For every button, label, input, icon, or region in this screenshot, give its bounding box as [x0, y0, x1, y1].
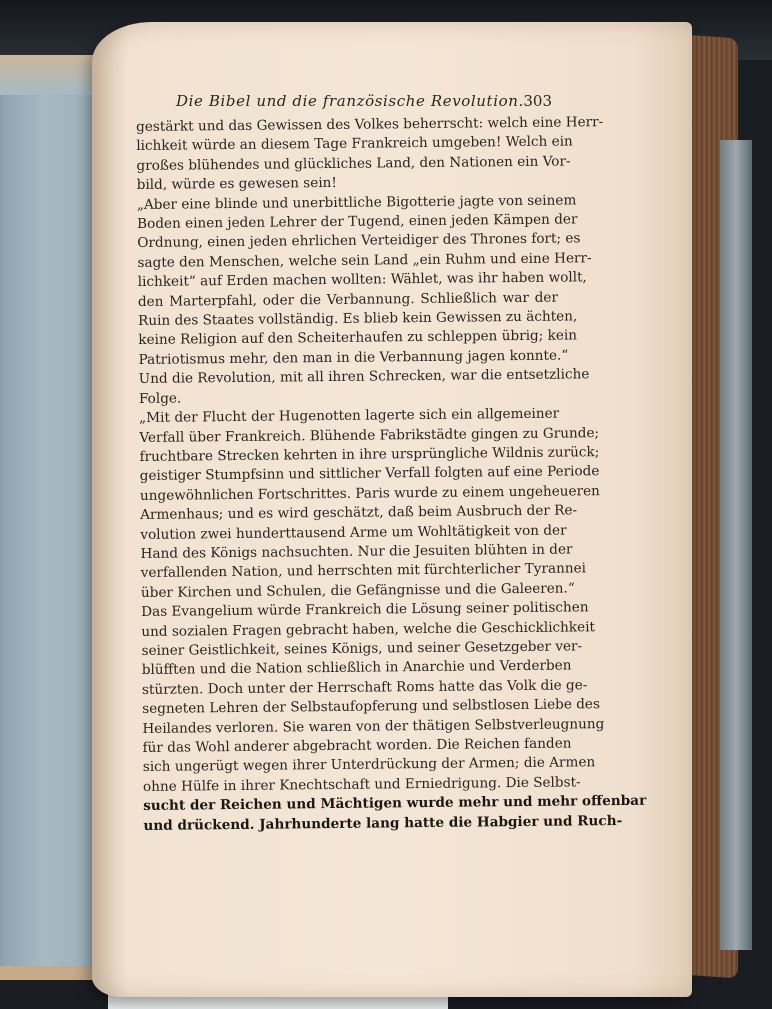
- text-line: über Kirchen und Schulen, die Gefängnisse und die Galeeren.“: [140, 580, 575, 601]
- text-line: Verfall über Frankreich. Blühende Fabrikstädte gingen zu Grunde;: [139, 424, 600, 446]
- text-line: stürzten. Doch unter der Herrschaft Roms hatte das Volk die ge-: [141, 677, 588, 698]
- text-line: sucht der Reichen und Mächtigen wurde mehr und mehr offenbar: [143, 792, 647, 815]
- text-line: Ruin des Staates vollständig. Es blieb kein Gewissen zu ächten,: [138, 308, 578, 330]
- text-line: großes blühendes und glückliches Land, den Nationen ein Vor-: [136, 153, 571, 174]
- text-line: Heilandes verloren. Sie waren von der thätigen Selbstverleugnung: [142, 715, 605, 737]
- running-title: Die Bibel und die französische Revolution.: [176, 92, 524, 110]
- text-line: volution zwei hunderttausend Arme um Wohltätigkeit von der: [140, 522, 567, 543]
- text-line: Hand des Königs nachsuchten. Nur die Jesuiten blühten in der: [140, 541, 573, 562]
- text-line: ohne Hülfe in ihrer Knechtschaft und Erniedrigung. Die Selbst-: [142, 774, 581, 795]
- text-line: seiner Geistlichkeit, seines Königs, und seiner Gesetzgeber ver-: [141, 638, 583, 659]
- text-line: und sozialen Fragen gebracht haben, welche die Geschicklichkeit: [141, 618, 596, 640]
- text-line: Und die Revolution, mit all ihren Schrecken, war die entsetzliche: [138, 366, 590, 388]
- page-number: 303: [523, 92, 552, 110]
- text-line: sich ungerügt wegen ihrer Unterdrückung der Armen; die Armen: [142, 754, 596, 776]
- text-line: Das Evangelium würde Frankreich die Lösung seiner politischen: [141, 599, 589, 621]
- text-line: Boden einen jeden Lehrer der Tugend, einen jeden Kämpen der: [137, 211, 578, 233]
- text-line: sagte den Menschen, welche sein Land „ein Ruhm und eine Herr-: [137, 250, 592, 271]
- text-line: fruchtbare Strecken kehrten in ihre ursprüngliche Wildnis zurück;: [139, 444, 600, 465]
- text-line: Patriotismus mehr, den man in die Verbannung jagen konnte.“: [138, 347, 569, 368]
- text-line: den Marterpfahl, oder die Verbannung. Schließlich war der: [137, 289, 558, 310]
- text-line: lichkeit würde an diesem Tage Frankreich umgeben! Welch ein: [136, 133, 573, 155]
- text-line: und drückend. Jahrhunderte lang hatte die Habgier und Ruch-: [143, 812, 623, 834]
- text-line: bild, würde es gewesen sein!: [136, 175, 337, 194]
- book-cover-back: [720, 140, 752, 950]
- text-line: „Aber eine blinde und unerbittliche Bigotterie jagte von seinem: [136, 192, 577, 213]
- text-line: ungewöhnlichen Fortschrittes. Paris wurde zu einem ungeheueren: [139, 482, 600, 504]
- text-line: keine Religion auf den Scheiterhaufen zu schleppen übrig; kein: [138, 327, 578, 349]
- text-line: blüfften und die Nation schließlich in Anarchie und Verderben: [141, 657, 572, 679]
- text-line: Armenhaus; und es wird geschätzt, daß beim Ausbruch der Re-: [140, 502, 578, 524]
- text-line: verfallenden Nation, und herrschten mit fürchterlicher Tyrannei: [140, 560, 587, 582]
- page-header: [176, 90, 552, 114]
- text-line: für das Wohl anderer abgebracht worden. Die Reichen fanden: [142, 735, 572, 756]
- page-body-text: [136, 114, 647, 836]
- text-line: Folge.: [138, 390, 182, 407]
- text-line: lichkeit“ auf Erden machen wollten: Wählet, was ihr haben wollt,: [137, 269, 587, 291]
- text-line: „Mit der Flucht der Hugenotten lagerte sich ein allgemeiner: [139, 405, 560, 427]
- text-line: Ordnung, einen jeden ehrlichen Verteidiger des Thrones fort; es: [137, 230, 581, 252]
- text-line: geistiger Stumpfsinn und sittlicher Verfall folgten auf eine Periode: [139, 463, 600, 485]
- text-line: gestärkt und das Gewissen des Volkes beherrscht: welch eine Herr-: [136, 114, 604, 135]
- text-line: segneten Lehren der Selbstaufopferung und selbstlosen Liebe des: [142, 696, 600, 718]
